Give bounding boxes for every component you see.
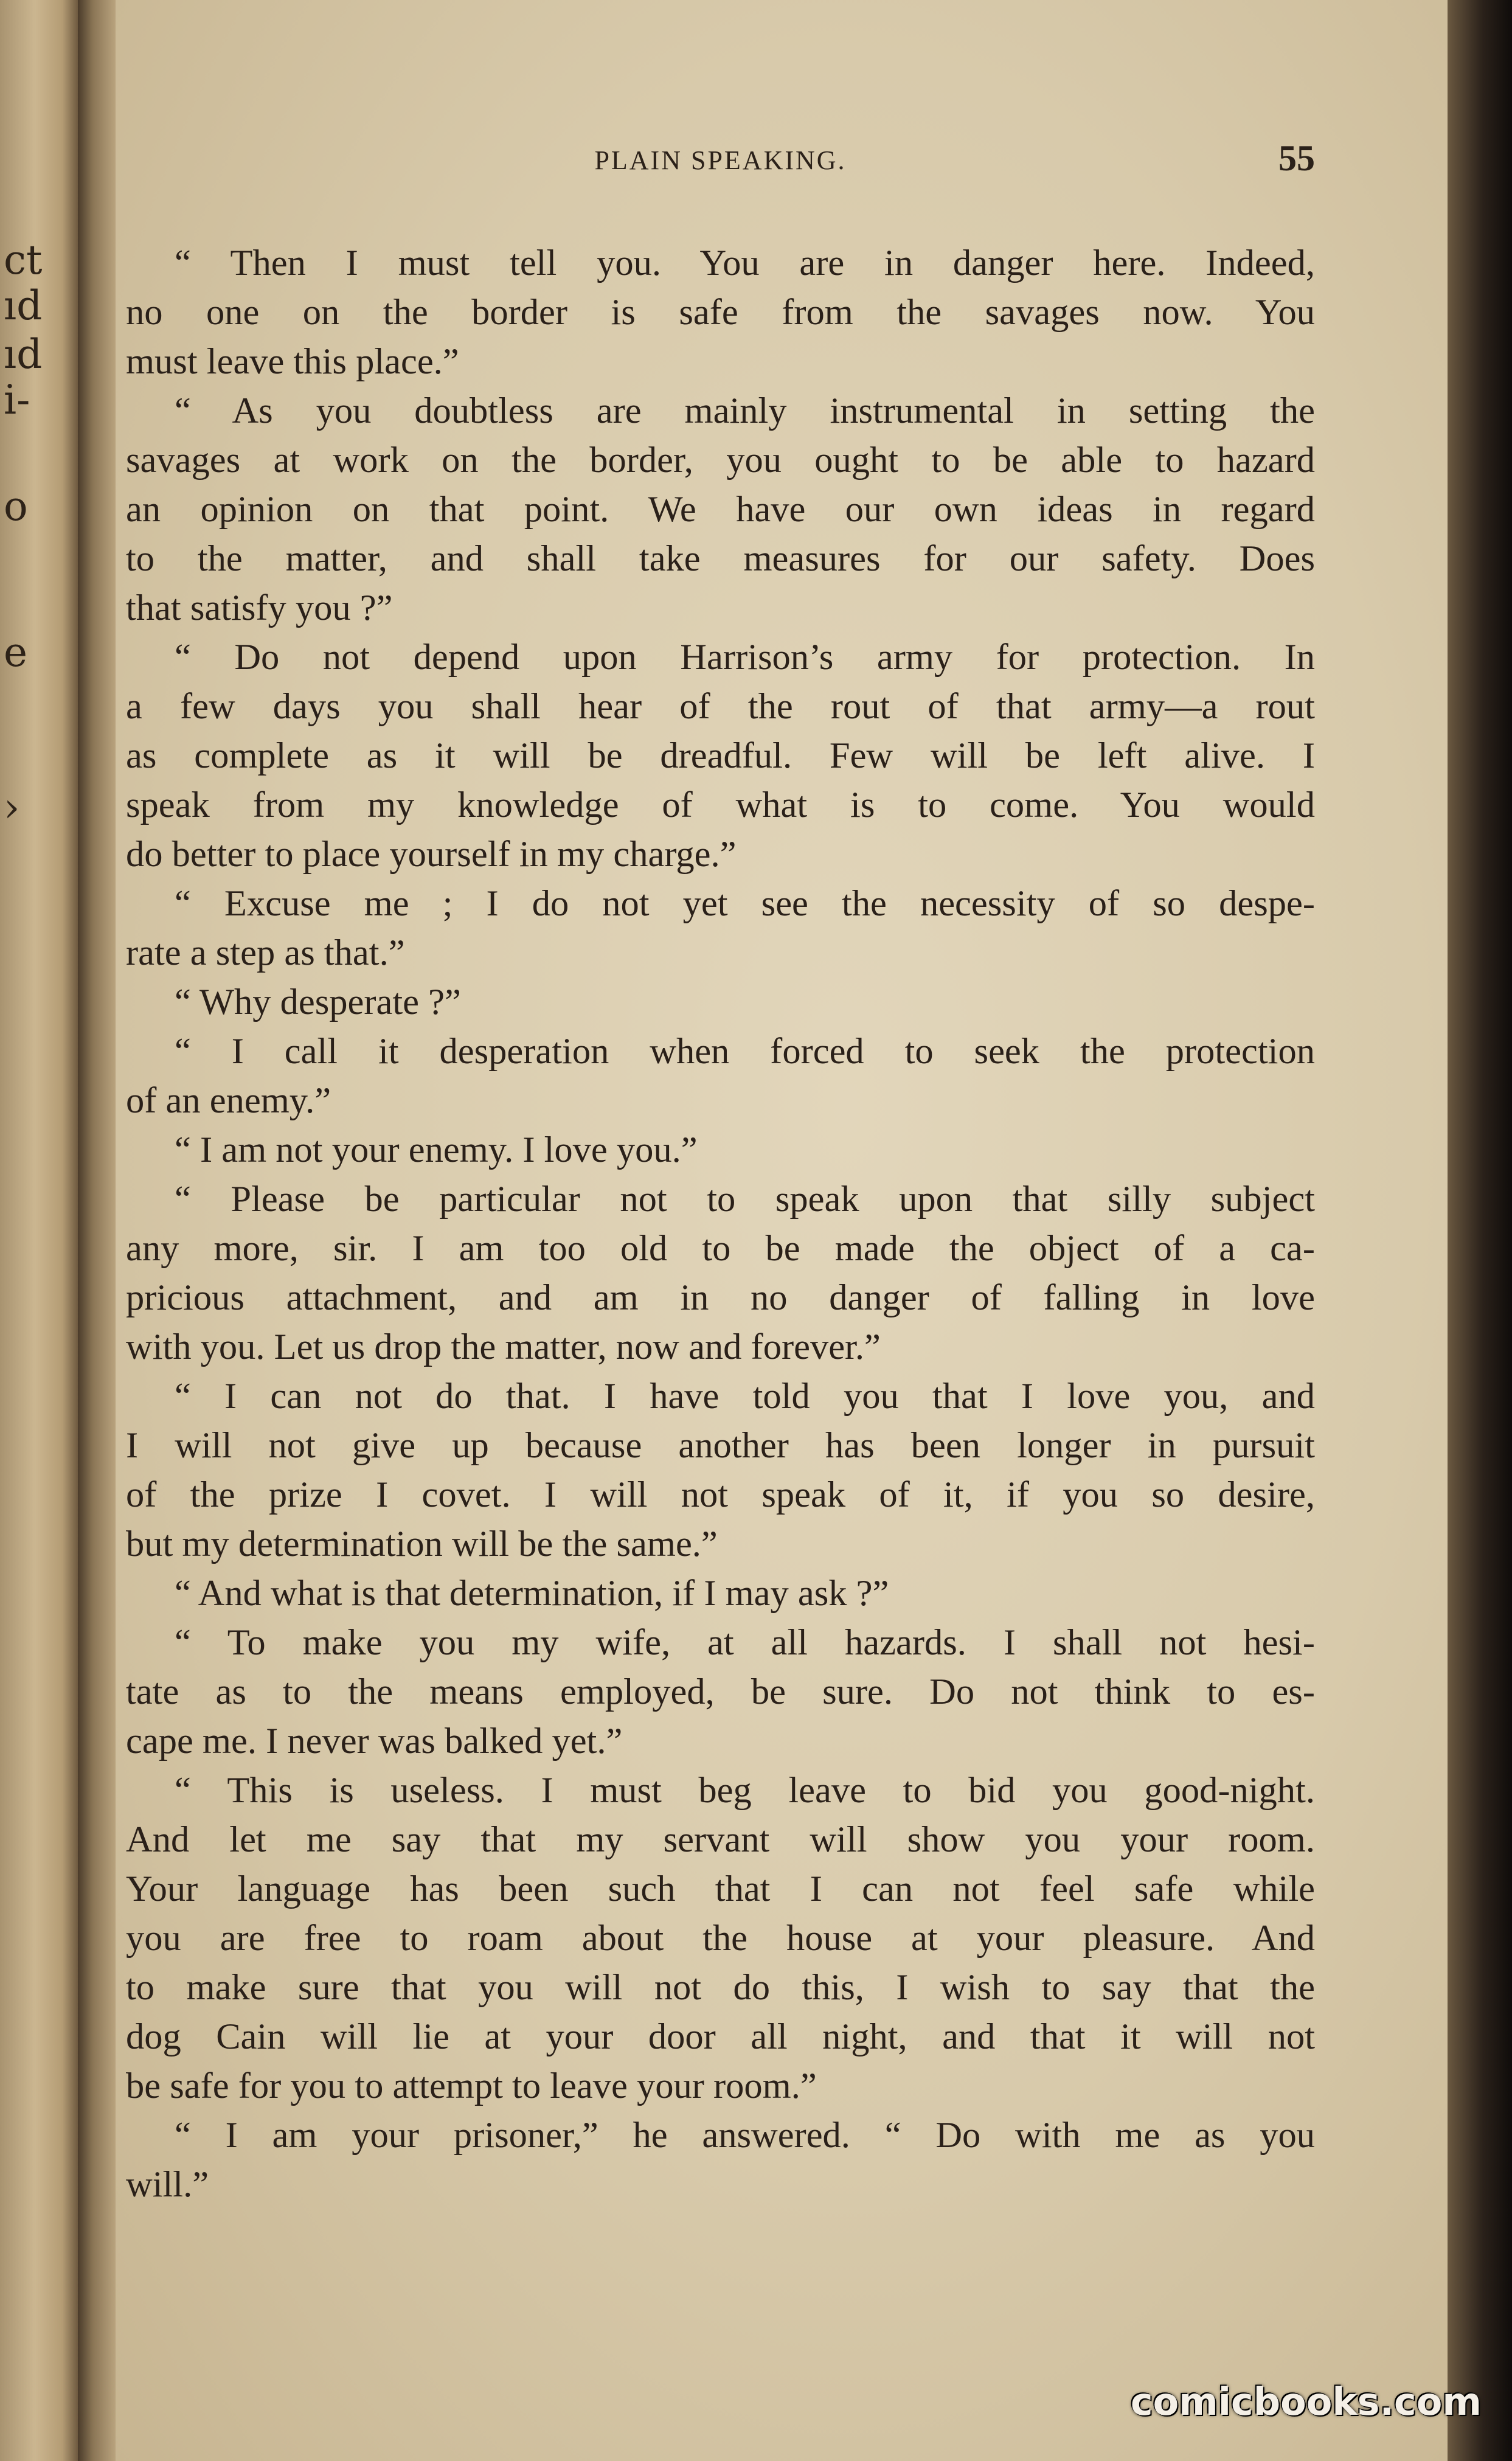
text-line: “ As you doubtless are mainly instrumental in setting the: [175, 390, 1315, 431]
facing-page-fragment: ıd: [4, 331, 43, 378]
book-gutter: [78, 0, 116, 2461]
text-line: “ This is useless. I must beg leave to bid you good-night.: [175, 1770, 1315, 1811]
text-line: no one on the border is safe from the savages now. You: [126, 292, 1315, 333]
facing-page-fragment: ›: [4, 784, 20, 831]
text-line: tate as to the means employed, be sure. Do not think to es-: [126, 1671, 1315, 1712]
text-line: “ Do not depend upon Harrison’s army for protection. In: [175, 637, 1315, 678]
text-line: of the prize I covet. I will not speak of it, if you so desire,: [126, 1474, 1315, 1515]
text-line: “ Why desperate ?”: [175, 982, 461, 1022]
text-line: be safe for you to attempt to leave your room.”: [126, 2066, 817, 2106]
text-line: “ I call it desperation when forced to seek the protection: [175, 1031, 1315, 1072]
text-line: will.”: [126, 2164, 209, 2205]
text-line: as complete as it will be dreadful. Few will be left alive. I: [126, 735, 1315, 776]
text-line: cape me. I never was balked yet.”: [126, 1721, 623, 1762]
text-line: do better to place yourself in my charge.”: [126, 834, 737, 875]
text-line: any more, sir. I am too old to be made the object of a ca-: [126, 1228, 1315, 1269]
text-line: of an enemy.”: [126, 1080, 331, 1121]
text-line: a few days you shall hear of the rout of that army—a rout: [126, 686, 1315, 727]
text-line: savages at work on the border, you ought to be able to hazard: [126, 440, 1315, 481]
text-line: “ To make you my wife, at all hazards. I shall not hesi-: [175, 1622, 1315, 1663]
running-title: PLAIN SPEAKING.: [594, 145, 847, 175]
facing-page-fragment: i-: [4, 377, 30, 423]
text-line: but my determination will be the same.”: [126, 1524, 718, 1564]
text-line: to make sure that you will not do this, I wish to say that the: [126, 1967, 1315, 2008]
facing-page-fragment: ct: [4, 237, 43, 283]
text-line: “ And what is that determination, if I may ask ?”: [175, 1573, 889, 1614]
facing-page-fragment: o: [4, 483, 28, 530]
text-line: “ Please be particular not to speak upon that silly subject: [175, 1179, 1315, 1220]
text-line: speak from my knowledge of what is to come. You would: [126, 785, 1315, 825]
text-line: you are free to roam about the house at your pleasure. And: [126, 1918, 1315, 1959]
text-line: must leave this place.”: [126, 341, 459, 382]
text-line: And let me say that my servant will show you your room.: [126, 1819, 1315, 1860]
page-edge-shadow: [1448, 0, 1512, 2461]
text-line: “ I can not do that. I have told you that I love you, and: [175, 1376, 1315, 1417]
text-line: that satisfy you ?”: [126, 588, 393, 628]
text-line: “ Excuse me ; I do not yet see the necessity of so despe-: [175, 883, 1315, 924]
text-line: “ I am not your enemy. I love you.”: [175, 1130, 698, 1170]
text-line: to the matter, and shall take measures for our safety. Does: [126, 538, 1315, 579]
running-head: [126, 139, 1315, 187]
text-line: rate a step as that.”: [126, 932, 405, 973]
watermark-stamp: comicbooks.com: [1130, 2379, 1482, 2424]
text-line: dog Cain will lie at your door all night, and that it will not: [126, 2016, 1315, 2057]
facing-page-fragment: ıd: [4, 282, 43, 329]
facing-page-edge: [0, 0, 78, 2461]
page-number: 55: [1278, 138, 1315, 178]
text-line: “ Then I must tell you. You are in danger here. Indeed,: [175, 243, 1315, 283]
text-line: with you. Let us drop the matter, now and forever.”: [126, 1327, 881, 1367]
facing-page-fragment: e: [4, 629, 28, 676]
text-line: Your language has been such that I can not feel safe while: [126, 1869, 1315, 1909]
text-line: pricious attachment, and am in no danger of falling in love: [126, 1277, 1315, 1318]
body-text: [126, 238, 1315, 2209]
text-line: an opinion on that point. We have our own ideas in regard: [126, 489, 1315, 530]
text-line: I will not give up because another has been longer in pursuit: [126, 1425, 1315, 1466]
text-line: “ I am your prisoner,” he answered. “ Do with me as you: [175, 2115, 1315, 2156]
